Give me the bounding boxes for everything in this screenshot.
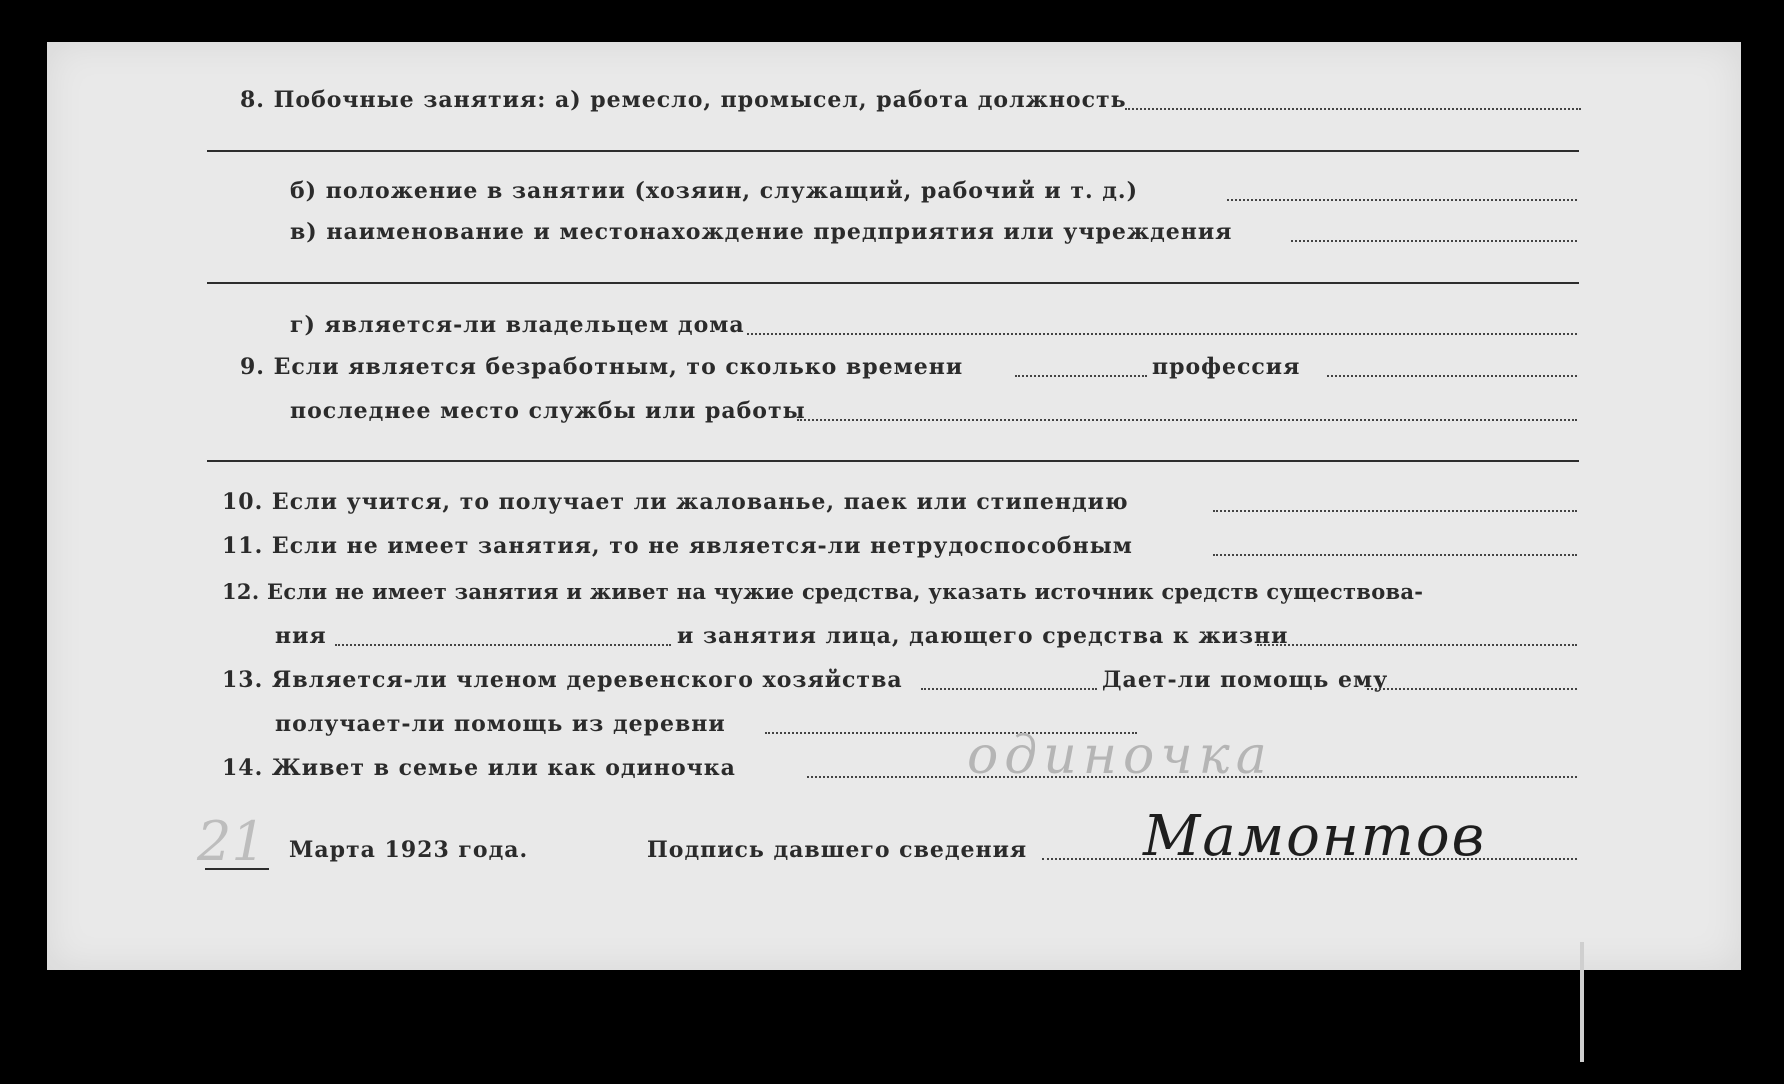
q13-c-label: получает-ли помощь из деревни (275, 711, 726, 737)
q9-c-label: последнее место службы или работы (290, 398, 806, 424)
handwritten-signature: Мамонтов (1143, 804, 1487, 869)
day-line (205, 868, 269, 870)
q11-label: 11. Если не имеет занятия, то не является-ли нетрудоспособным (222, 533, 1133, 559)
q13-b-label: Дает-ли помощь ему (1102, 667, 1389, 693)
q9-a-fill-line (1015, 375, 1147, 377)
q13-a-label: 13. Является-ли членом деревенского хозяйства (222, 667, 903, 693)
q14-handwritten-answer: одиночка (967, 726, 1273, 786)
q13-a-fill-line (921, 688, 1097, 690)
q8-g-fill-line (747, 333, 1577, 335)
q12-c-label: и занятия лица, дающего средства к жизни (677, 623, 1289, 649)
paper-edge (1580, 942, 1584, 1062)
q12-b-label: ния (275, 623, 327, 649)
q10-fill-line (1213, 510, 1577, 512)
q8-v-answer-line (207, 282, 1579, 284)
q8-v-fill-line (1291, 240, 1577, 242)
q12-c-fill-line (1257, 644, 1577, 646)
q9-a-label: 9. Если является безработным, то сколько времени (240, 354, 964, 380)
q8-a-fill-line (1125, 108, 1581, 110)
q12-a-label: 12. Если не имеет занятия и живет на чужие средства, указать источник средств существова- (222, 579, 1424, 604)
signature-label: Подпись давшего сведения (647, 837, 1028, 863)
handwritten-day: 21 (197, 810, 266, 873)
date-label: Марта 1923 года. (289, 837, 529, 863)
q8-b-fill-line (1227, 199, 1577, 201)
q14-label: 14. Живет в семье или как одиночка (222, 755, 736, 781)
q8-a-answer-line (207, 150, 1579, 152)
q11-fill-line (1213, 554, 1577, 556)
q9-c-fill-line (797, 419, 1577, 421)
q9-b-fill-line (1327, 375, 1577, 377)
q13-b-fill-line (1367, 688, 1577, 690)
q9-answer-line (207, 460, 1579, 462)
q9-b-label: профессия (1152, 354, 1301, 380)
q10-label: 10. Если учится, то получает ли жалованье, паек или стипендию (222, 489, 1129, 515)
q12-b-fill-line (335, 644, 671, 646)
q8-a-label: 8. Побочные занятия: а) ремесло, промысел, работа должность (240, 87, 1127, 113)
q8-v-label: в) наименование и местонахождение предприятия или учреждения (290, 219, 1233, 245)
q8-g-label: г) является-ли владельцем дома (290, 312, 745, 338)
q8-b-label: б) положение в занятии (хозяин, служащий, рабочий и т. д.) (290, 178, 1139, 204)
form-card (47, 42, 1741, 970)
